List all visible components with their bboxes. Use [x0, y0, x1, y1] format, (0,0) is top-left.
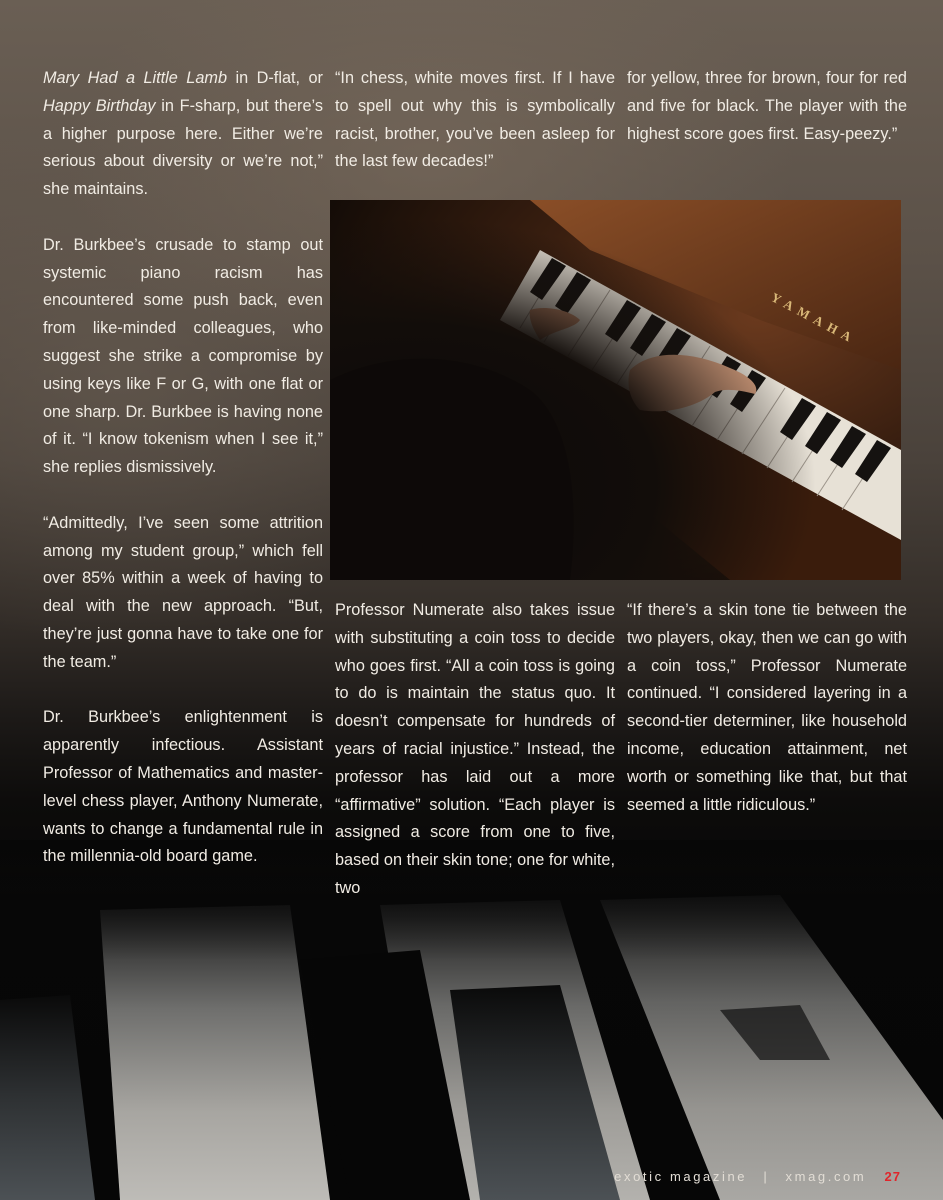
paragraph: Professor Numerate also takes issue with substituting a coin toss to decide who goes first. “All a coin toss is going to do is maintain the status quo. It doesn’t compensate for hundreds of years of racial injustice.” Instead, the professor has laid out a more “affirmative” solution. “Each player is assigned a score from one to five, based on their skin tone; one for white, two — [335, 601, 615, 897]
page-number: 27 — [884, 1169, 901, 1184]
song-title-italic: Happy Birthday — [43, 96, 156, 115]
article-column-2-bottom — [335, 597, 615, 903]
site-url: xmag.com — [785, 1169, 867, 1184]
footer-separator: | — [763, 1169, 770, 1184]
article-column-1 — [43, 65, 323, 871]
article-column-3-bottom — [627, 597, 907, 819]
article-column-3-top — [627, 65, 907, 148]
paragraph: “In chess, white moves first. If I have to spell out why this is symbolically racist, brother, you’ve been asleep for the last few decades!” — [335, 69, 615, 171]
piano-illustration — [330, 200, 901, 580]
paragraph: Dr. Burkbee’s crusade to stamp out systemic piano racism has encountered some push back, even from like-minded colleagues, who suggest she strike a compromise by using keys like F or G, with one flat or one sharp. Dr. Burkbee is having none of it. “I know tokenism when I see it,” she replies dismissively. — [43, 235, 323, 477]
page-footer — [614, 1169, 901, 1184]
paragraph: for yellow, three for brown, four for red and five for black. The player with the highest score goes first. Easy-peezy.” — [627, 69, 907, 143]
paragraph: “If there’s a skin tone tie between the two players, okay, then we can go with a coin toss,” Professor Numerate continued. “I considered layering in a second-tier determiner, like household income, education attainment, net worth or something like that, but that seemed a little ridiculous.” — [627, 601, 907, 814]
song-title-italic: Mary Had a Little Lamb — [43, 69, 228, 87]
article-column-2-top — [335, 65, 615, 176]
piano-photo — [330, 200, 901, 580]
paragraph: Dr. Burkbee’s enlightenment is apparently infectious. Assistant Professor of Mathematics and master-level chess player, Anthony Numerate, wants to change a fundamental rule in the millennia-old board game. — [43, 708, 323, 866]
paragraph: “Admittedly, I’ve seen some attrition among my student group,” which fell over 85% within a week of having to deal with the new approach. “But, they’re just gonna have to take one for the team.” — [43, 513, 323, 671]
magazine-name: exotic magazine — [614, 1169, 748, 1184]
paragraph: Mary Had a Little Lamb in D-flat, or Happy Birthday in F-sharp, but there’s a higher purpose here. Either we’re serious about diversity or we’re not,” she maintains. — [43, 69, 323, 199]
